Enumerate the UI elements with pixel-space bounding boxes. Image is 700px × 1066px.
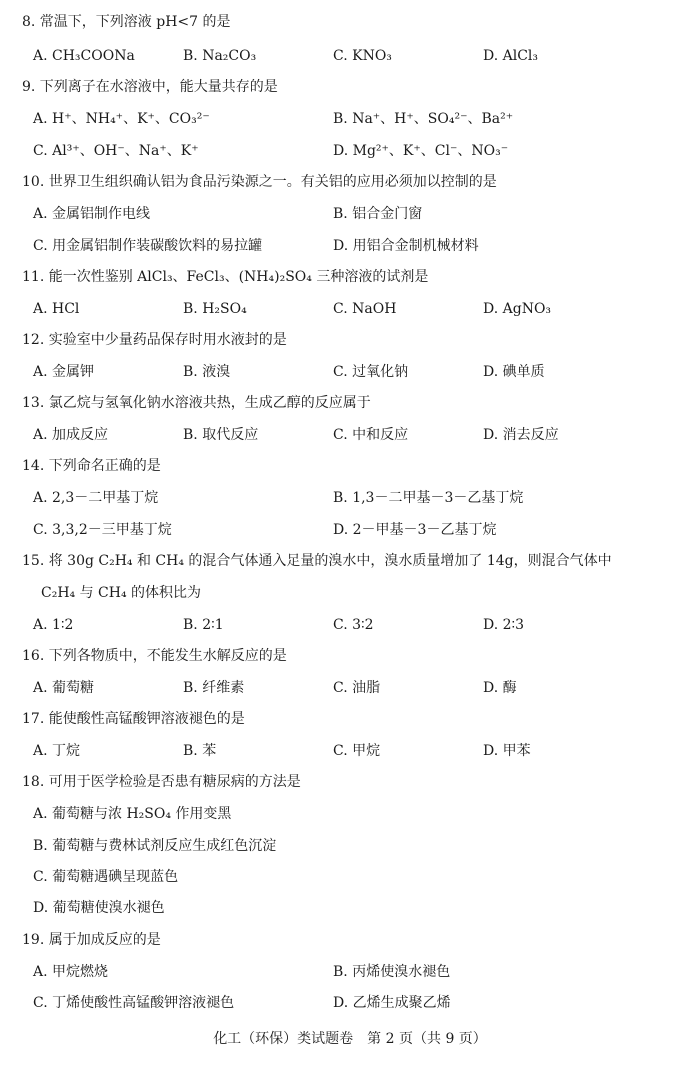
question-stem: 12. 实验室中少量药品保存时用水液封的是	[22, 332, 287, 348]
question-13	[0, 393, 700, 413]
option-row	[0, 898, 700, 918]
option-c: C. NaOH	[333, 301, 397, 317]
option-b: B. 取代反应	[183, 427, 259, 443]
question-8	[0, 12, 700, 32]
option-a: A. H⁺、NH₄⁺、K⁺、CO₃²⁻	[33, 111, 210, 127]
option-c: C. KNO₃	[333, 48, 392, 64]
option-b: B. Na⁺、H⁺、SO₄²⁻、Ba²⁺	[333, 111, 514, 127]
option-c: C. Al³⁺、OH⁻、Na⁺、K⁺	[33, 143, 199, 159]
option-a: A. 2,3－二甲基丁烷	[33, 490, 159, 506]
option-row	[0, 615, 700, 635]
option-b: B. 1,3－二甲基－3－乙基丁烷	[333, 490, 524, 506]
option-row	[0, 425, 700, 445]
option-a: A. HCl	[33, 301, 80, 317]
option-row	[0, 236, 700, 256]
question-stem: 9. 下列离子在水溶液中，能大量共存的是	[22, 79, 278, 95]
option-row	[0, 520, 700, 540]
option-d: D. 乙烯生成聚乙烯	[333, 995, 451, 1011]
option-c: C. 丁烯使酸性高锰酸钾溶液褪色	[33, 995, 235, 1011]
question-16	[0, 646, 700, 666]
option-c: C. 葡萄糖遇碘呈现蓝色	[33, 869, 179, 885]
question-9	[0, 77, 700, 97]
option-d: D. 甲苯	[483, 743, 531, 759]
option-b: B. 2∶1	[183, 617, 224, 633]
option-a: A. 葡萄糖	[33, 680, 95, 696]
question-stem: 10. 世界卫生组织确认铝为食品污染源之一。有关铝的应用必须加以控制的是	[22, 174, 497, 190]
option-row	[0, 204, 700, 224]
option-b: B. Na₂CO₃	[183, 48, 257, 64]
question-15	[0, 551, 700, 571]
option-b: B. 丙烯使溴水褪色	[333, 964, 451, 980]
question-stem: 16. 下列各物质中，不能发生水解反应的是	[22, 648, 287, 664]
question-stem: 19. 属于加成反应的是	[22, 932, 161, 948]
option-d: D. 酶	[483, 680, 517, 696]
question-11	[0, 267, 700, 287]
question-stem: 8. 常温下，下列溶液 pH<7 的是	[22, 14, 231, 30]
option-d: D. 碘单质	[483, 364, 545, 380]
question-stem: 13. 氯乙烷与氢氧化钠水溶液共热，生成乙醇的反应属于	[22, 395, 371, 411]
option-row	[0, 993, 700, 1013]
question-stem: 11. 能一次性鉴别 AlCl₃、FeCl₃、(NH₄)₂SO₄ 三种溶液的试剂是	[22, 269, 429, 285]
option-d: D. 消去反应	[483, 427, 559, 443]
question-10	[0, 172, 700, 192]
question-stem: 14. 下列命名正确的是	[22, 458, 161, 474]
option-row	[0, 836, 700, 856]
option-c: C. 用金属铝制作装碳酸饮料的易拉罐	[33, 238, 263, 254]
option-row	[0, 804, 700, 824]
option-row	[0, 867, 700, 887]
option-c: C. 过氧化钠	[333, 364, 409, 380]
option-b: B. H₂SO₄	[183, 301, 247, 317]
question-stem: 17. 能使酸性高锰酸钾溶液褪色的是	[22, 711, 245, 727]
option-a: A. 1∶2	[33, 617, 74, 633]
option-row	[0, 678, 700, 698]
option-a: A. 丁烷	[33, 743, 81, 759]
option-row	[0, 488, 700, 508]
option-d: D. 2－甲基－3－乙基丁烷	[333, 522, 497, 538]
question-stem: 15. 将 30g C₂H₄ 和 CH₄ 的混合气体通入足量的溴水中，溴水质量增加了 14g，则混合气体中	[22, 553, 612, 569]
option-a: A. 金属铝制作电线	[33, 206, 151, 222]
option-row	[0, 299, 700, 319]
option-a: A. 甲烷燃烧	[33, 964, 109, 980]
option-row	[0, 46, 700, 66]
option-b: B. 纤维素	[183, 680, 245, 696]
question-15-continued	[0, 583, 700, 603]
option-a: A. 加成反应	[33, 427, 109, 443]
question-stem-continued: C₂H₄ 与 CH₄ 的体积比为	[41, 585, 202, 601]
option-row	[0, 141, 700, 161]
option-row	[0, 962, 700, 982]
option-c: C. 3∶2	[333, 617, 374, 633]
option-row	[0, 109, 700, 129]
option-a: A. 葡萄糖与浓 H₂SO₄ 作用变黑	[33, 806, 232, 822]
option-c: C. 甲烷	[333, 743, 381, 759]
question-19	[0, 930, 700, 950]
question-14	[0, 456, 700, 476]
option-a: A. CH₃COONa	[33, 48, 135, 64]
question-17	[0, 709, 700, 729]
question-12	[0, 330, 700, 350]
option-c: C. 油脂	[333, 680, 381, 696]
option-d: D. 葡萄糖使溴水褪色	[33, 900, 165, 916]
option-c: C. 3,3,2－三甲基丁烷	[33, 522, 172, 538]
option-d: D. AgNO₃	[483, 301, 552, 317]
question-18	[0, 772, 700, 792]
option-d: D. 用铝合金制机械材料	[333, 238, 479, 254]
option-b: B. 液溴	[183, 364, 231, 380]
option-d: D. Mg²⁺、K⁺、Cl⁻、NO₃⁻	[333, 143, 509, 159]
option-a: A. 金属钾	[33, 364, 95, 380]
option-b: B. 苯	[183, 743, 217, 759]
option-d: D. 2∶3	[483, 617, 525, 633]
option-b: B. 铝合金门窗	[333, 206, 423, 222]
option-b: B. 葡萄糖与费林试剂反应生成红色沉淀	[33, 838, 277, 854]
option-row	[0, 741, 700, 761]
option-c: C. 中和反应	[333, 427, 409, 443]
question-stem: 18. 可用于医学检验是否患有糖尿病的方法是	[22, 774, 301, 790]
page-footer: 化工（环保）类试题卷 第 2 页（共 9 页）	[213, 1031, 487, 1047]
option-d: D. AlCl₃	[483, 48, 539, 64]
option-row	[0, 362, 700, 382]
